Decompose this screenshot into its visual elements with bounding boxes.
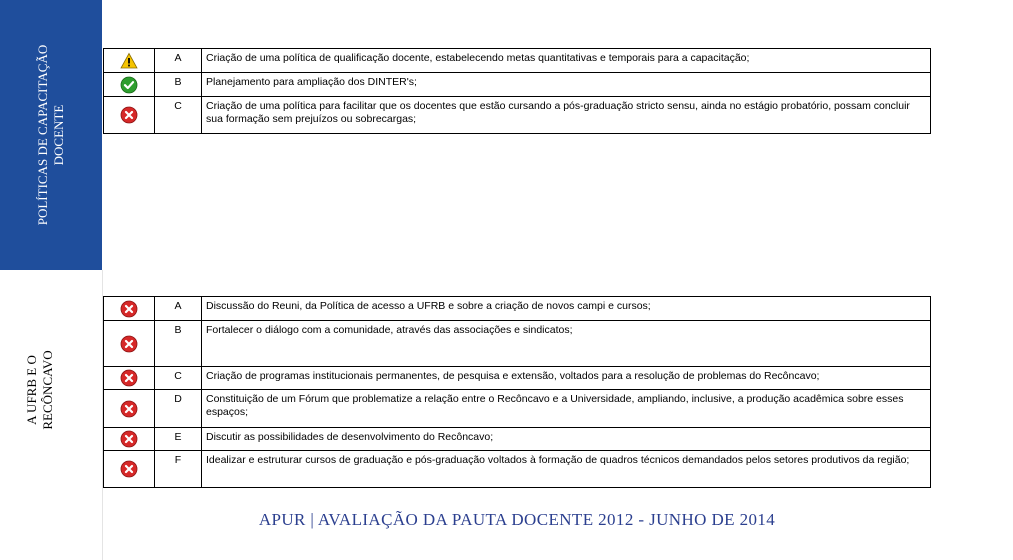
row-letter: C [155,97,202,134]
check-icon [120,76,138,94]
section-label-reconcavo: A UFRB E O RECÔNCAVO [24,350,55,430]
section-label-capacitacao: POLÍTICAS DE CAPACITAÇÃO DOCENTE [35,44,66,226]
error-icon [120,335,138,353]
row-letter: D [155,390,202,428]
table-row [104,97,931,134]
error-icon [120,369,138,387]
error-icon [120,400,138,418]
row-text: Constituição de um Fórum que problematize a relação entre o Recôncavo e a Universidade, ampliando, inclusive, a produção acadêmica sobre esses espaços; [202,390,931,428]
row-text: Planejamento para ampliação dos DINTER's; [202,73,931,97]
error-icon [120,106,138,124]
row-letter: A [155,49,202,73]
table-row [104,73,931,97]
reconcavo-table [103,296,931,488]
table-row [104,321,931,367]
row-letter: A [155,297,202,321]
row-letter: B [155,73,202,97]
table-row [104,367,931,390]
error-icon [120,430,138,448]
row-text: Criação de uma política de qualificação docente, estabelecendo metas quantitativas e temporais para a capacitação; [202,49,931,73]
table-row [104,390,931,428]
table-row [104,49,931,73]
capacitacao-table [103,48,931,134]
row-letter: B [155,321,202,367]
table-row [104,297,931,321]
row-letter: E [155,428,202,451]
row-text: Criação de uma política para facilitar que os docentes que estão cursando a pós-graduação stricto sensu, ainda no estágio probatório, possam concluir sua formação sem prejuízos ou sobrecargas; [202,97,931,134]
row-letter: C [155,367,202,390]
row-text: Discutir as possibilidades de desenvolvimento do Recôncavo; [202,428,931,451]
row-text: Discussão do Reuni, da Política de acesso a UFRB e sobre a criação de novos campi e cursos; [202,297,931,321]
error-icon [120,460,138,478]
row-text: Fortalecer o diálogo com a comunidade, através das associações e sindicatos; [202,321,931,367]
sidebar-section-capacitacao [0,0,102,270]
warning-icon [120,52,138,70]
table-row [104,428,931,451]
row-text: Idealizar e estruturar cursos de graduação e pós-graduação voltados à formação de quadros técnicos demandados pelos setores produtivos da região; [202,451,931,488]
row-text: Criação de programas institucionais permanentes, de pesquisa e extensão, voltados para a resolução de problemas do Recôncavo; [202,367,931,390]
page-title: APUR | AVALIAÇÃO DA PAUTA DOCENTE 2012 - JUNHO DE 2014 [258,510,776,529]
row-letter: F [155,451,202,488]
error-icon [120,300,138,318]
table-row [104,451,931,488]
